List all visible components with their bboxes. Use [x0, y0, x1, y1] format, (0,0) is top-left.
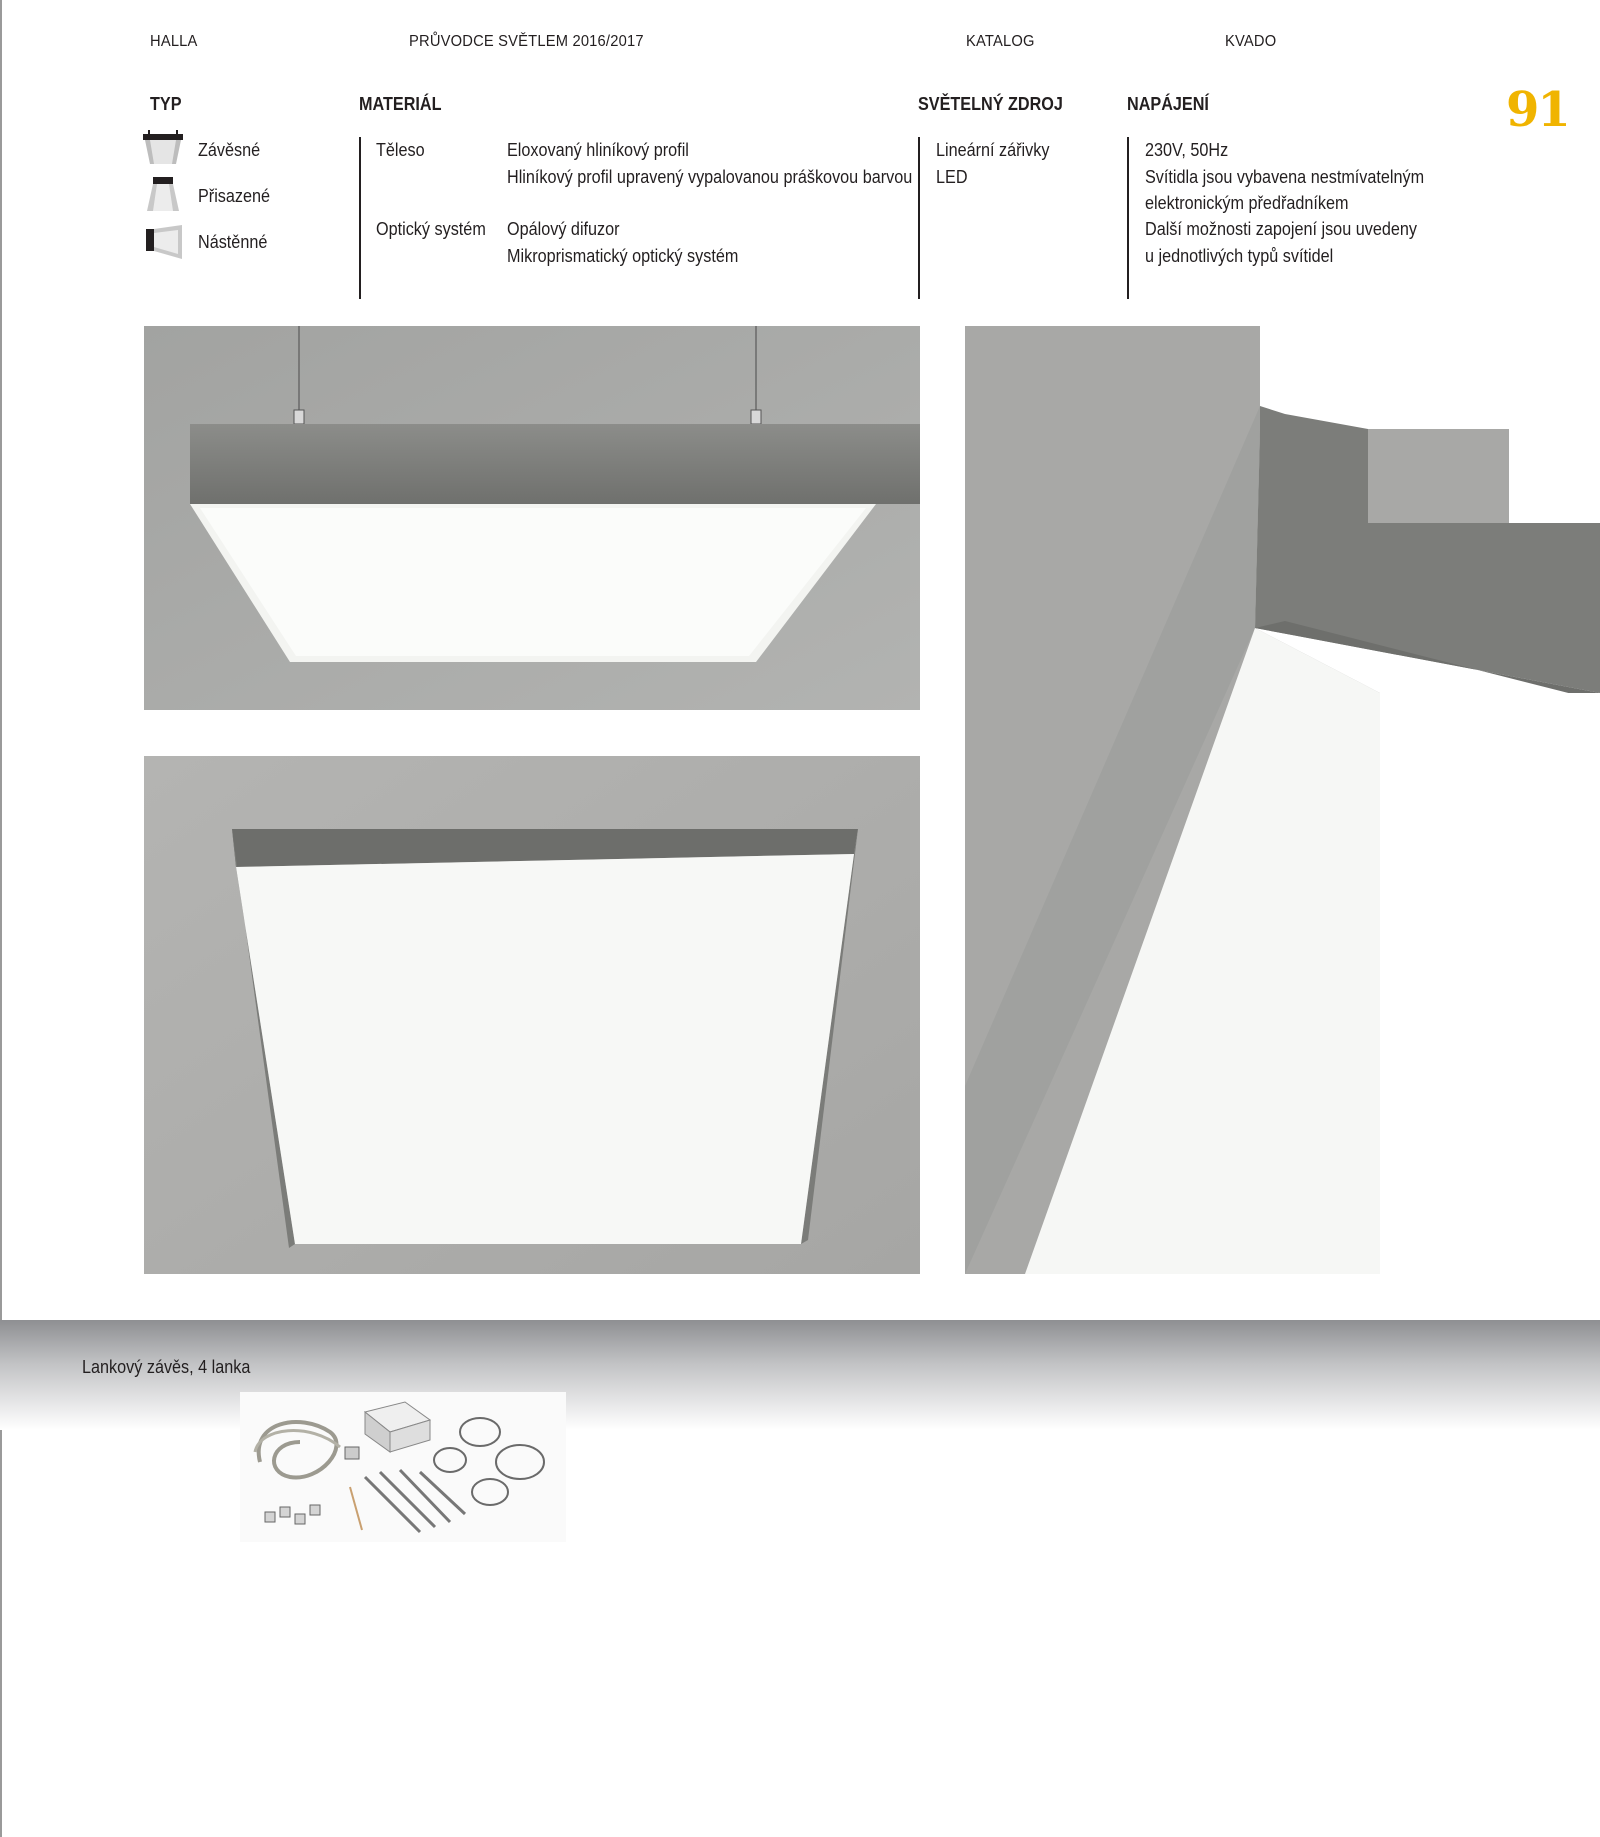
material-value-body-1: Eloxovaný hliníkový profil [507, 140, 689, 160]
pendant-mount-icon [140, 130, 186, 169]
power-line-2: Svítidla jsou vybavena nestmívatelným [1145, 167, 1425, 187]
light-source-rule [918, 137, 920, 299]
page-edge-rule [0, 0, 2, 1837]
wall-mount-icon [144, 225, 184, 264]
power-line-4: Další možnosti zapojení jsou uvedeny [1145, 219, 1417, 239]
page-number: 91 [1506, 82, 1569, 138]
corner-detail-photo [965, 326, 1600, 1274]
typ-label-pendant: Závěsné [198, 140, 261, 160]
power-line-3: elektronickým předřadníkem [1145, 193, 1349, 213]
material-value-body-2: Hliníkový profil upravený vypalovanou práškovou barvou [507, 167, 913, 187]
ceiling-mount-icon [146, 175, 180, 216]
light-source-line-1: Lineární zářivky [936, 140, 1050, 160]
typ-label-wall: Nástěnné [198, 232, 268, 252]
power-heading: NAPÁJENÍ [1127, 94, 1209, 114]
material-value-optics-1: Opálový difuzor [507, 219, 620, 239]
typ-label-ceiling: Přisazené [198, 186, 271, 206]
material-key-body: Těleso [376, 140, 425, 160]
material-heading: MATERIÁL [359, 94, 442, 114]
typ-heading: TYP [150, 94, 182, 114]
power-line-5: u jednotlivých typů svítidel [1145, 246, 1334, 266]
pendant-luminaire-photo [144, 326, 920, 710]
light-source-heading: SVĚTELNÝ ZDROJ [918, 94, 1063, 114]
header-brand: HALLA [150, 33, 198, 50]
header-guide: PRŮVODCE SVĚTLEM 2016/2017 [409, 33, 644, 50]
material-key-optics: Optický systém [376, 219, 486, 239]
ceiling-luminaire-photo [144, 756, 920, 1274]
power-rule [1127, 137, 1129, 299]
power-line-1: 230V, 50Hz [1145, 140, 1229, 160]
accessory-title: Lankový závěs, 4 lanka [82, 1357, 251, 1377]
header-product: KVADO [1225, 33, 1277, 50]
light-source-line-2: LED [936, 167, 968, 187]
header-section: KATALOG [966, 33, 1035, 50]
material-value-optics-2: Mikroprismatický optický systém [507, 246, 739, 266]
cable-suspension-kit-photo [240, 1392, 566, 1542]
material-rule [359, 137, 361, 299]
